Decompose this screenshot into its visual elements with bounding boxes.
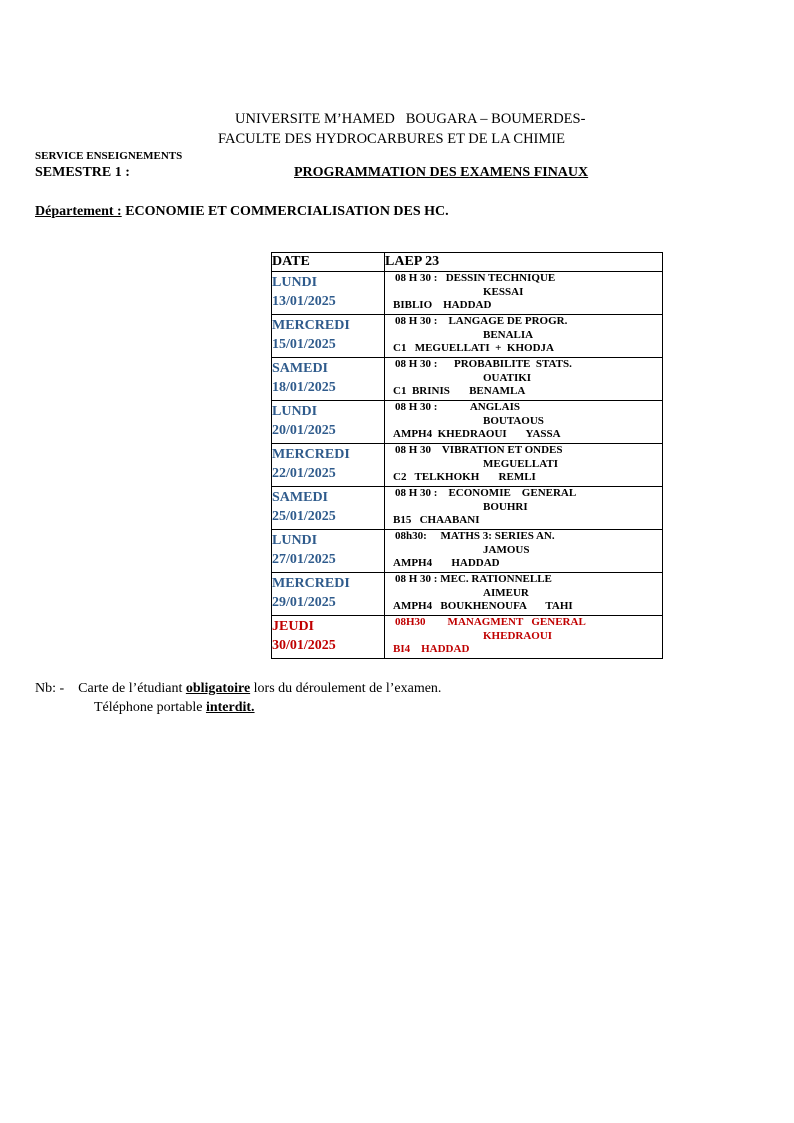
service-label: SERVICE ENSEIGNEMENTS bbox=[35, 150, 183, 162]
exam-teacher: KESSAI bbox=[483, 285, 524, 298]
exam-date: 25/01/2025 bbox=[272, 509, 336, 524]
exam-day: LUNDI bbox=[272, 533, 318, 548]
exam-time-subject: 08 H 30 VIBRATION ET ONDES bbox=[395, 444, 563, 456]
exam-info-cell bbox=[385, 444, 663, 487]
exam-day: LUNDI bbox=[272, 404, 318, 419]
department-label: Département : bbox=[35, 204, 122, 219]
exam-room-proctors: C1 MEGUELLATI + KHODJA bbox=[393, 342, 554, 354]
department-line bbox=[35, 204, 449, 220]
exam-teacher: BOUTAOUS bbox=[483, 414, 544, 427]
exam-time-subject: 08H30 MANAGMENT GENERAL bbox=[395, 616, 586, 628]
exam-teacher: BOUHRI bbox=[483, 500, 528, 513]
exam-time-subject: 08 H 30 : MEC. RATIONNELLE bbox=[395, 573, 552, 585]
exam-time-subject: 08h30: MATHS 3: SERIES AN. bbox=[395, 530, 555, 542]
exam-date-cell bbox=[272, 272, 385, 315]
university-name: UNIVERSITE M’HAMED BOUGARA – BOUMERDES- bbox=[235, 111, 586, 127]
exam-date-cell bbox=[272, 573, 385, 616]
exam-teacher: KHEDRAOUI bbox=[483, 629, 553, 642]
exam-time-subject: 08 H 30 : DESSIN TECHNIQUE bbox=[395, 272, 556, 284]
faculty-name: FACULTE DES HYDROCARBURES ET DE LA CHIMIE bbox=[218, 131, 565, 147]
exam-date: 18/01/2025 bbox=[272, 380, 336, 395]
note-line-1 bbox=[35, 681, 441, 697]
exam-time-subject: 08 H 30 : PROBABILITE STATS. bbox=[395, 358, 572, 370]
exam-room-proctors: AMPH4 BOUKHENOUFA TAHI bbox=[393, 600, 573, 612]
exam-day: JEUDI bbox=[272, 619, 315, 634]
table-row bbox=[272, 358, 663, 401]
exam-date-cell bbox=[272, 487, 385, 530]
exam-teacher: JAMOUS bbox=[483, 543, 530, 556]
table-row bbox=[272, 272, 663, 315]
column-header-group: LAEP 23 bbox=[385, 253, 663, 272]
exam-teacher: MEGUELLATI bbox=[483, 457, 558, 470]
exam-day: SAMEDI bbox=[272, 361, 329, 376]
exam-day: MERCREDI bbox=[272, 576, 350, 591]
exam-info-cell bbox=[385, 358, 663, 401]
exam-info-cell bbox=[385, 272, 663, 315]
table-row bbox=[272, 616, 663, 659]
note-phone-text: Téléphone portable bbox=[94, 700, 206, 715]
exam-info-cell bbox=[385, 616, 663, 659]
exam-date-cell bbox=[272, 530, 385, 573]
exam-date: 20/01/2025 bbox=[272, 423, 336, 438]
exam-day: SAMEDI bbox=[272, 490, 329, 505]
exam-day: MERCREDI bbox=[272, 447, 350, 462]
exam-date: 30/01/2025 bbox=[272, 638, 336, 653]
note-emphasis-mandatory: obligatoire bbox=[185, 681, 251, 696]
exam-date-cell bbox=[272, 616, 385, 659]
exam-room-proctors: C1 BRINIS BENAMLA bbox=[393, 385, 526, 397]
exam-room-proctors: BIBLIO HADDAD bbox=[393, 299, 492, 311]
exam-room-proctors: B15 CHAABANI bbox=[393, 514, 480, 526]
program-title: PROGRAMMATION DES EXAMENS FINAUX bbox=[294, 165, 589, 180]
exam-date-cell bbox=[272, 444, 385, 487]
exam-teacher: BENALIA bbox=[483, 328, 534, 341]
column-header-date: DATE bbox=[272, 253, 385, 272]
exam-time-subject: 08 H 30 : LANGAGE DE PROGR. bbox=[395, 315, 568, 327]
exam-date: 15/01/2025 bbox=[272, 337, 336, 352]
exam-info-cell bbox=[385, 530, 663, 573]
table-row bbox=[272, 444, 663, 487]
exam-time-subject: 08 H 30 : ANGLAIS bbox=[395, 401, 520, 413]
exam-day: MERCREDI bbox=[272, 318, 350, 333]
exam-info-cell bbox=[385, 401, 663, 444]
exam-room-proctors: C2 TELKHOKH REMLI bbox=[393, 471, 536, 483]
note-line-2 bbox=[94, 700, 255, 716]
table-row bbox=[272, 573, 663, 616]
exam-day: LUNDI bbox=[272, 275, 318, 290]
exam-info-cell bbox=[385, 573, 663, 616]
table-header-row bbox=[272, 253, 663, 272]
note-emphasis-forbidden: interdit. bbox=[205, 700, 255, 715]
semester-label: SEMESTRE 1 : bbox=[35, 165, 130, 180]
exam-date-cell bbox=[272, 358, 385, 401]
table-row bbox=[272, 401, 663, 444]
exam-date: 29/01/2025 bbox=[272, 595, 336, 610]
table-row bbox=[272, 315, 663, 358]
exam-room-proctors: AMPH4 KHEDRAOUI YASSA bbox=[393, 428, 561, 440]
exam-info-cell bbox=[385, 315, 663, 358]
table-row bbox=[272, 487, 663, 530]
note-text-a: Carte de l’étudiant bbox=[78, 681, 186, 696]
exam-date: 27/01/2025 bbox=[272, 552, 336, 567]
exam-teacher: OUATIKI bbox=[483, 371, 532, 384]
note-prefix: Nb: - bbox=[35, 681, 65, 696]
exam-teacher: AIMEUR bbox=[483, 586, 529, 599]
exam-time-subject: 08 H 30 : ECONOMIE GENERAL bbox=[395, 487, 577, 499]
note-text-b: lors du déroulement de l’examen. bbox=[250, 681, 442, 696]
exam-date: 22/01/2025 bbox=[272, 466, 336, 481]
exam-schedule-table bbox=[271, 252, 663, 659]
exam-room-proctors: AMPH4 HADDAD bbox=[393, 557, 500, 569]
department-name: ECONOMIE ET COMMERCIALISATION DES HC. bbox=[121, 204, 449, 219]
exam-date-cell bbox=[272, 315, 385, 358]
exam-room-proctors: BI4 HADDAD bbox=[393, 643, 470, 655]
exam-info-cell bbox=[385, 487, 663, 530]
table-row bbox=[272, 530, 663, 573]
exam-date: 13/01/2025 bbox=[272, 294, 336, 309]
exam-date-cell bbox=[272, 401, 385, 444]
